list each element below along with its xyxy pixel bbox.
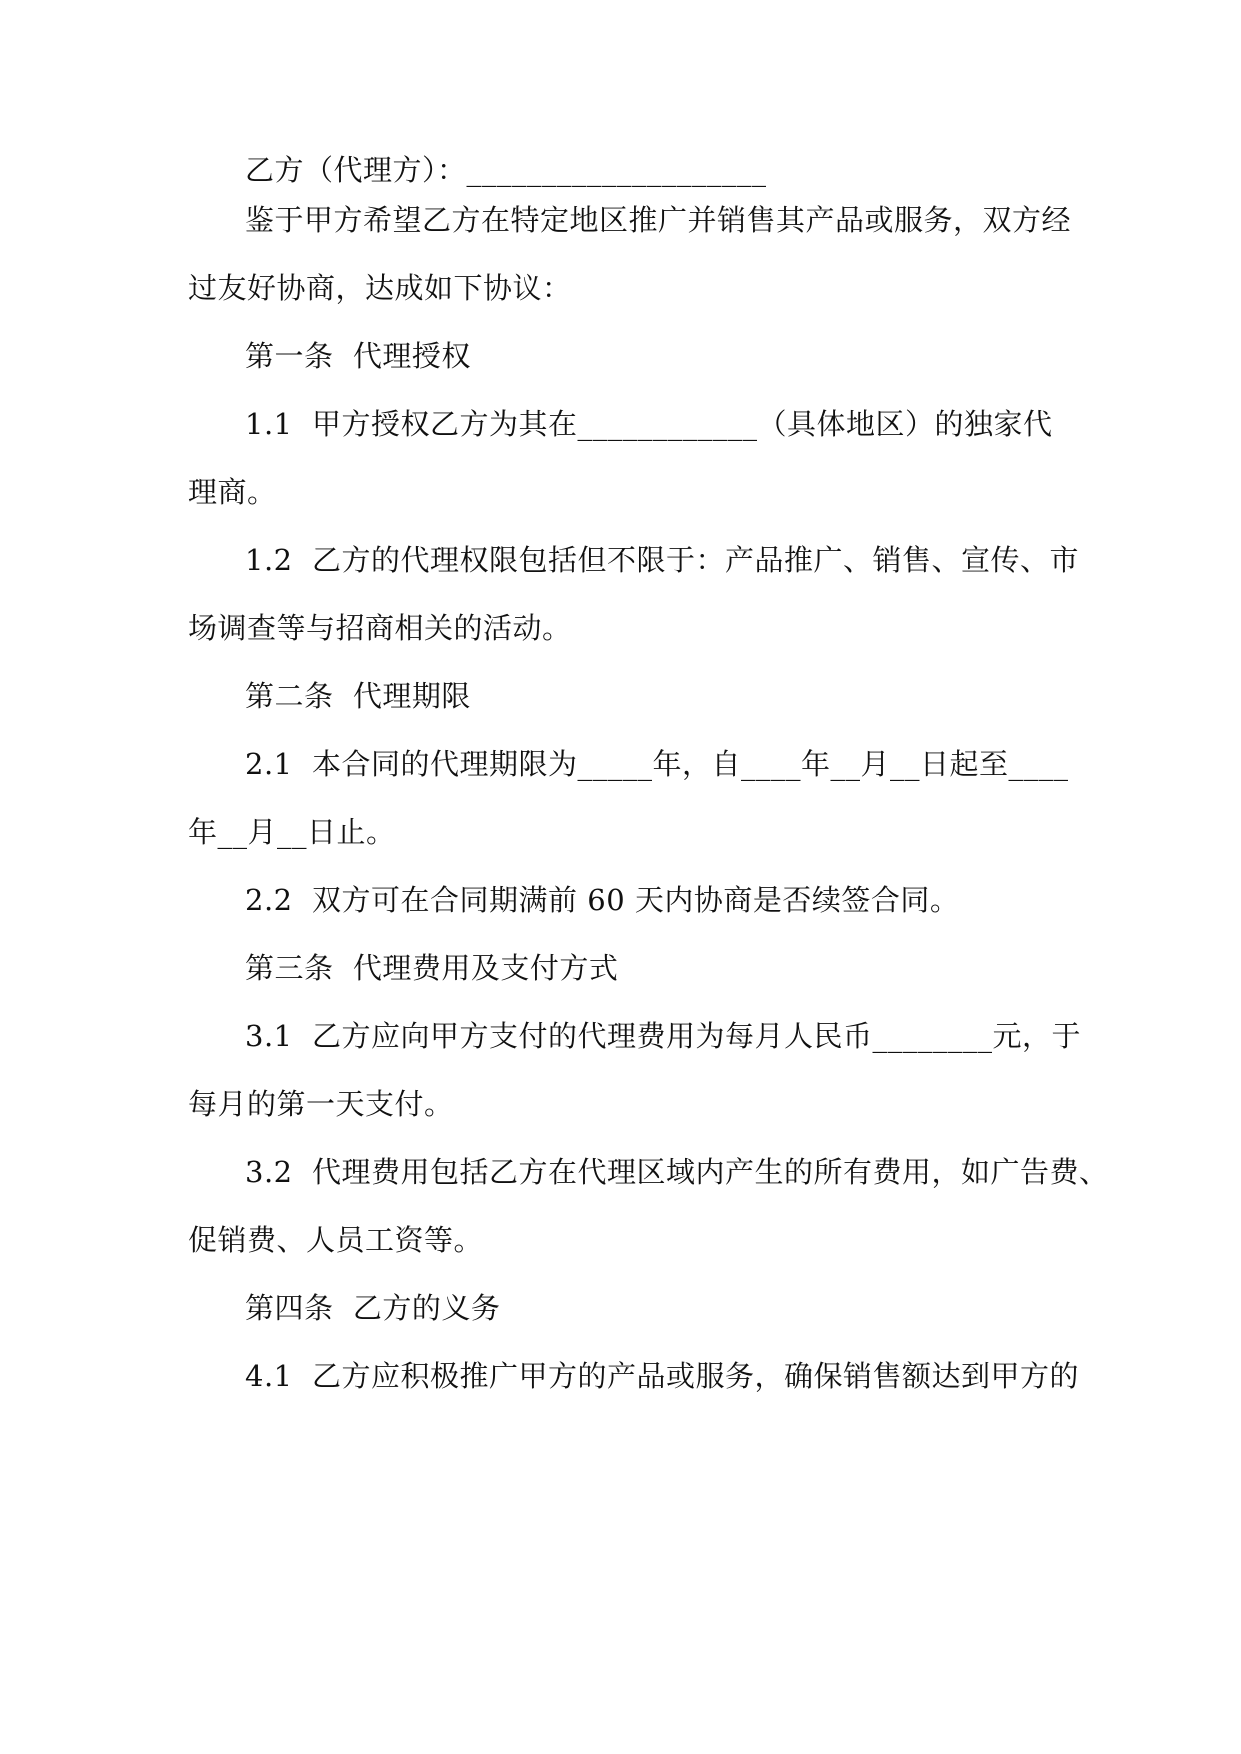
article-2-heading: 第二条 代理期限 xyxy=(245,679,471,713)
clause-1-2-line-2: 场调查等与招商相关的活动。 xyxy=(188,611,572,645)
clause-3-2-line-2: 促销费、人员工资等。 xyxy=(188,1223,484,1257)
party-b-line: 乙方（代理方）：____________________ xyxy=(245,153,767,187)
preamble-line-2: 过友好协商，达成如下协议： xyxy=(188,271,572,305)
clause-1-2-line-1: 1.2 乙方的代理权限包括但不限于：产品推广、销售、宣传、市 xyxy=(245,543,1080,577)
clause-1-1-line-2: 理商。 xyxy=(188,475,277,509)
clause-2-2-line-1: 2.2 双方可在合同期满前 60 天内协商是否续签合同。 xyxy=(245,883,960,917)
preamble-line-1: 鉴于甲方希望乙方在特定地区推广并销售其产品或服务，双方经 xyxy=(245,203,1072,237)
clause-2-1-line-1: 2.1 本合同的代理期限为_____年，自____年__月__日起至____ xyxy=(245,747,1069,781)
clause-3-1-line-2: 每月的第一天支付。 xyxy=(188,1087,454,1121)
clause-2-1-line-2: 年__月__日止。 xyxy=(188,815,396,849)
clause-3-2-line-1: 3.2 代理费用包括乙方在代理区域内产生的所有费用，如广告费、 xyxy=(245,1155,1109,1189)
article-1-heading: 第一条 代理授权 xyxy=(245,339,471,373)
clause-1-1-line-1: 1.1 甲方授权乙方为其在____________（具体地区）的独家代 xyxy=(245,407,1053,441)
article-3-heading: 第三条 代理费用及支付方式 xyxy=(245,951,619,985)
clause-4-1-line-1: 4.1 乙方应积极推广甲方的产品或服务，确保销售额达到甲方的 xyxy=(245,1359,1080,1393)
clause-3-1-line-1: 3.1 乙方应向甲方支付的代理费用为每月人民币________元，于 xyxy=(245,1019,1082,1053)
article-4-heading: 第四条 乙方的义务 xyxy=(245,1291,501,1325)
